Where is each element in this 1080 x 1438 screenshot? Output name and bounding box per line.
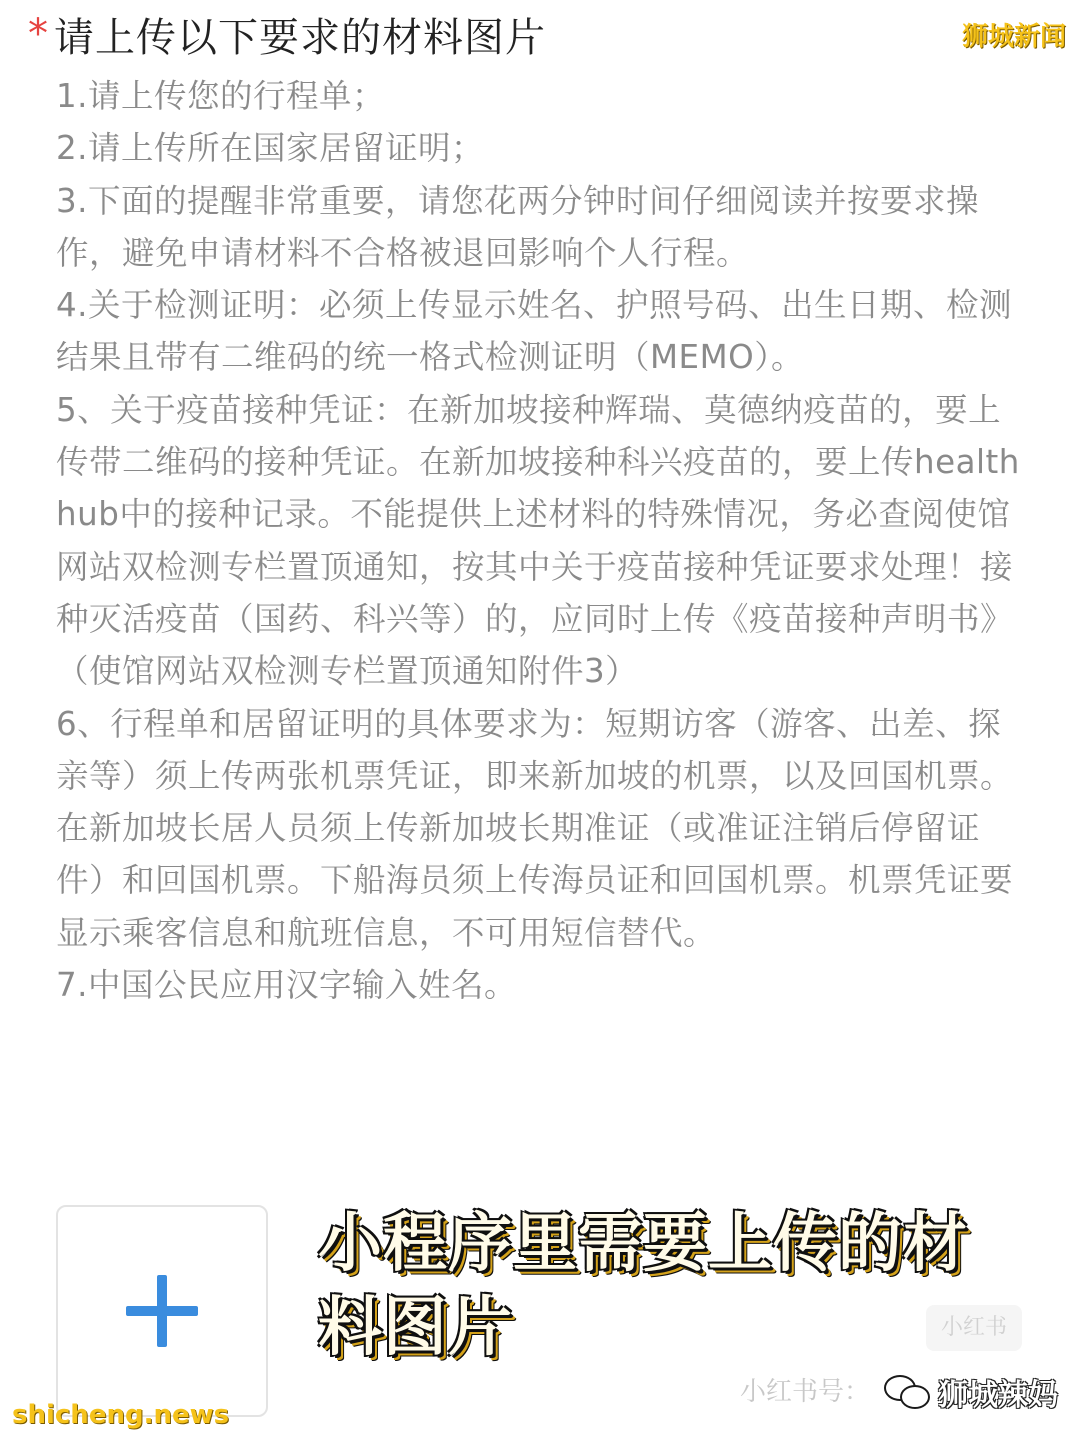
xiaohongshu-id-label: 小红书号： — [740, 1377, 871, 1407]
requirement-item: 7.中国公民应用汉字输入姓名。 — [56, 966, 518, 1005]
section-title: 请上传以下要求的材料图片 — [54, 15, 546, 61]
requirement-item: 1.请上传您的行程单； — [56, 77, 386, 115]
form-field-header — [28, 10, 546, 66]
requirement-item: 3.下面的提醒非常重要，请您花两分钟时间仔细阅读并按要求操作，避免申请材料不合格被退回影响个人行程。 — [56, 181, 980, 272]
wechat-icon — [884, 1373, 930, 1411]
wechat-account-name: 狮城辣妈 — [938, 1378, 1058, 1413]
watermark-bottom: shicheng.news — [12, 1400, 230, 1430]
xiaohongshu-ghost-badge: 小红书 — [926, 1305, 1022, 1351]
requirement-item: 2.请上传所在国家居留证明； — [56, 129, 485, 168]
plus-icon — [126, 1275, 198, 1347]
requirement-item: 4.关于检测证明：必须上传显示姓名、护照号码、出生日期、检测结果且带有二维码的统一格式检测证明（MEMO）。 — [56, 286, 1013, 377]
requirements-list — [56, 70, 1031, 1011]
upload-image-button[interactable] — [56, 1205, 268, 1417]
watermark-top: 狮城新闻 — [961, 22, 1066, 52]
requirement-item: 6、行程单和居留证明的具体要求为：短期访客（游客、出差、探亲等）须上传两张机票凭证，即来新加坡的机票，以及回国机票。在新加坡长居人员须上传新加坡长期准证（或准证注销后停留证件）和回国机票。下船海员须上传海员证和回国机票。机票凭证要显示乘客信息和航班信息，不可用短信替代。 — [56, 704, 1014, 952]
wechat-attribution — [884, 1370, 1058, 1414]
requirement-item: 5、关于疫苗接种凭证：在新加坡接种辉瑞、莫德纳疫苗的，要上传带二维码的接种凭证。在新加坡接种科兴疫苗的，要上传health hub中的接种记录。不能提供上述材料的特殊情况，务必查阅使馆网站双检测专栏置顶通知，按其中关于疫苗接种凭证要求处理！接种灭活疫苗（国药、科兴等）的，应同时上传《疫苗接种声明书》（使馆网站双检测专栏置顶通知附件3） — [56, 390, 1031, 691]
required-marker: * — [28, 11, 48, 57]
overlay-caption: 小程序里需要上传的材料图片 — [318, 1207, 968, 1365]
